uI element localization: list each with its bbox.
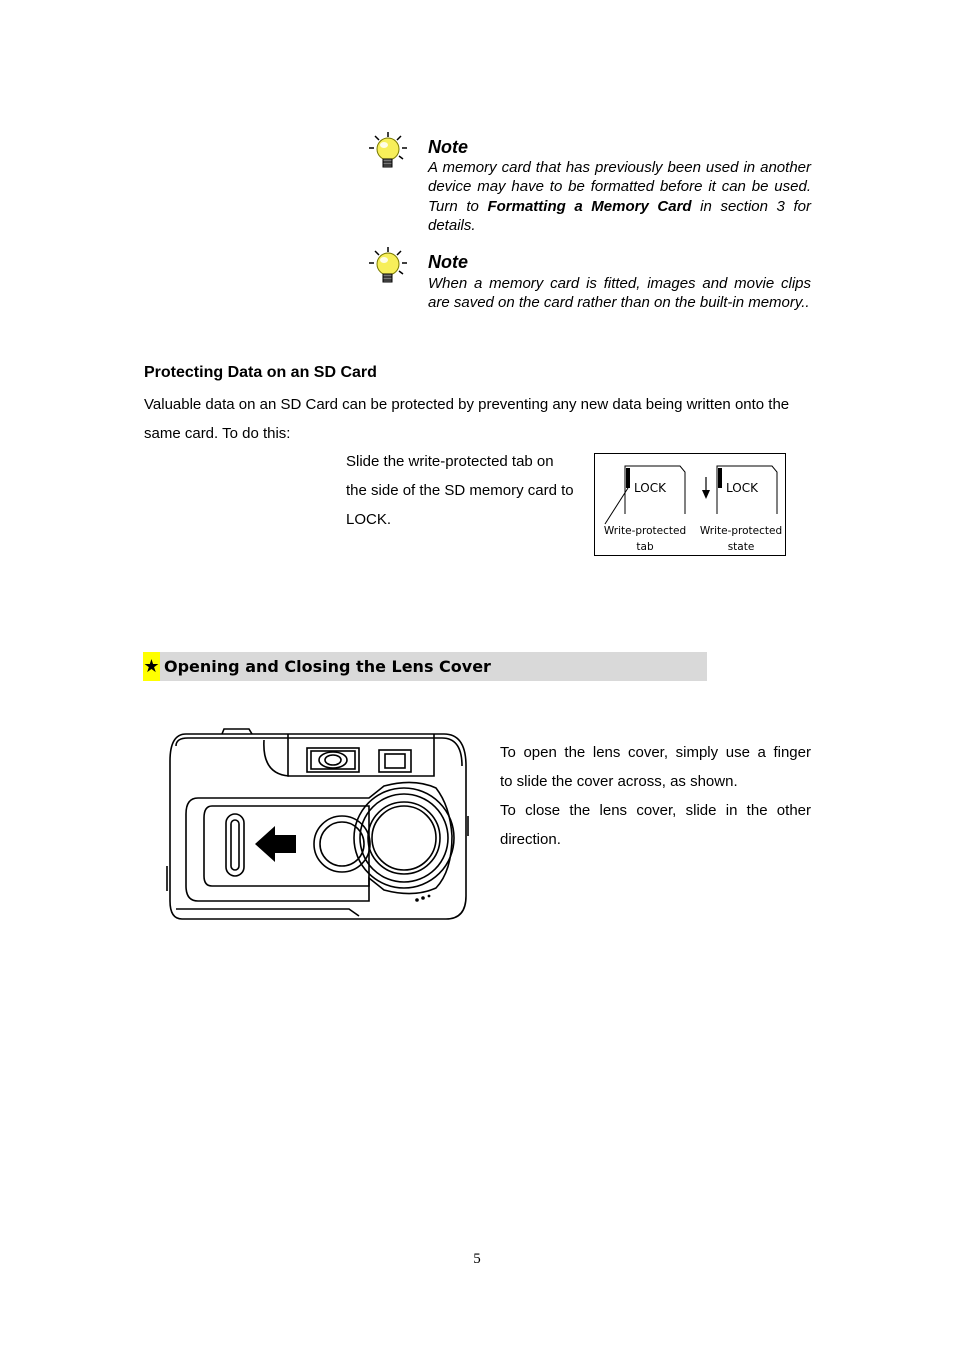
banner-title: Opening and Closing the Lens Cover [164,657,491,676]
lock-label: LOCK [726,481,758,495]
diagram-caption: tab [636,541,654,553]
section-heading: Protecting Data on an SD Card [144,364,377,381]
note-link-text: Formatting a Memory Card [487,197,692,215]
lightbulb-icon [368,245,412,289]
note-body: A memory card that has previously been used in another device may have to be formatted before it can be used. Turn to Formatting a Memory Card in section 3 for details. [428,159,811,234]
arrow-left-icon [255,826,296,862]
page-number: 5 [473,1251,481,1267]
note-body: When a memory card is fitted, images and movie clips are saved on the card rather than on the built-in memory.. [428,275,811,312]
lightbulb-icon [368,130,412,174]
diagram-caption: Write-protected [699,525,783,537]
star-icon: ★ [143,652,160,681]
sd-lock-diagram [594,453,786,556]
diagram-caption: state [727,541,755,553]
section-banner [143,652,707,681]
section-intro: Valuable data on an SD Card can be protected by preventing any new data being written onto the same card. To do this: [144,396,790,442]
lens-instructions: To open the lens cover, simply use a finger to slide the cover across, as shown. To close the lens cover, slide in the other direction. [500,744,811,848]
note-title: Note [428,252,468,272]
note-title: Note [428,137,468,157]
lock-label: LOCK [634,481,666,495]
camera-illustration [164,726,474,924]
diagram-caption: Write-protected [603,525,687,537]
step-text: Slide the write-protected tab on the side of the SD memory card to LOCK. [346,453,574,528]
